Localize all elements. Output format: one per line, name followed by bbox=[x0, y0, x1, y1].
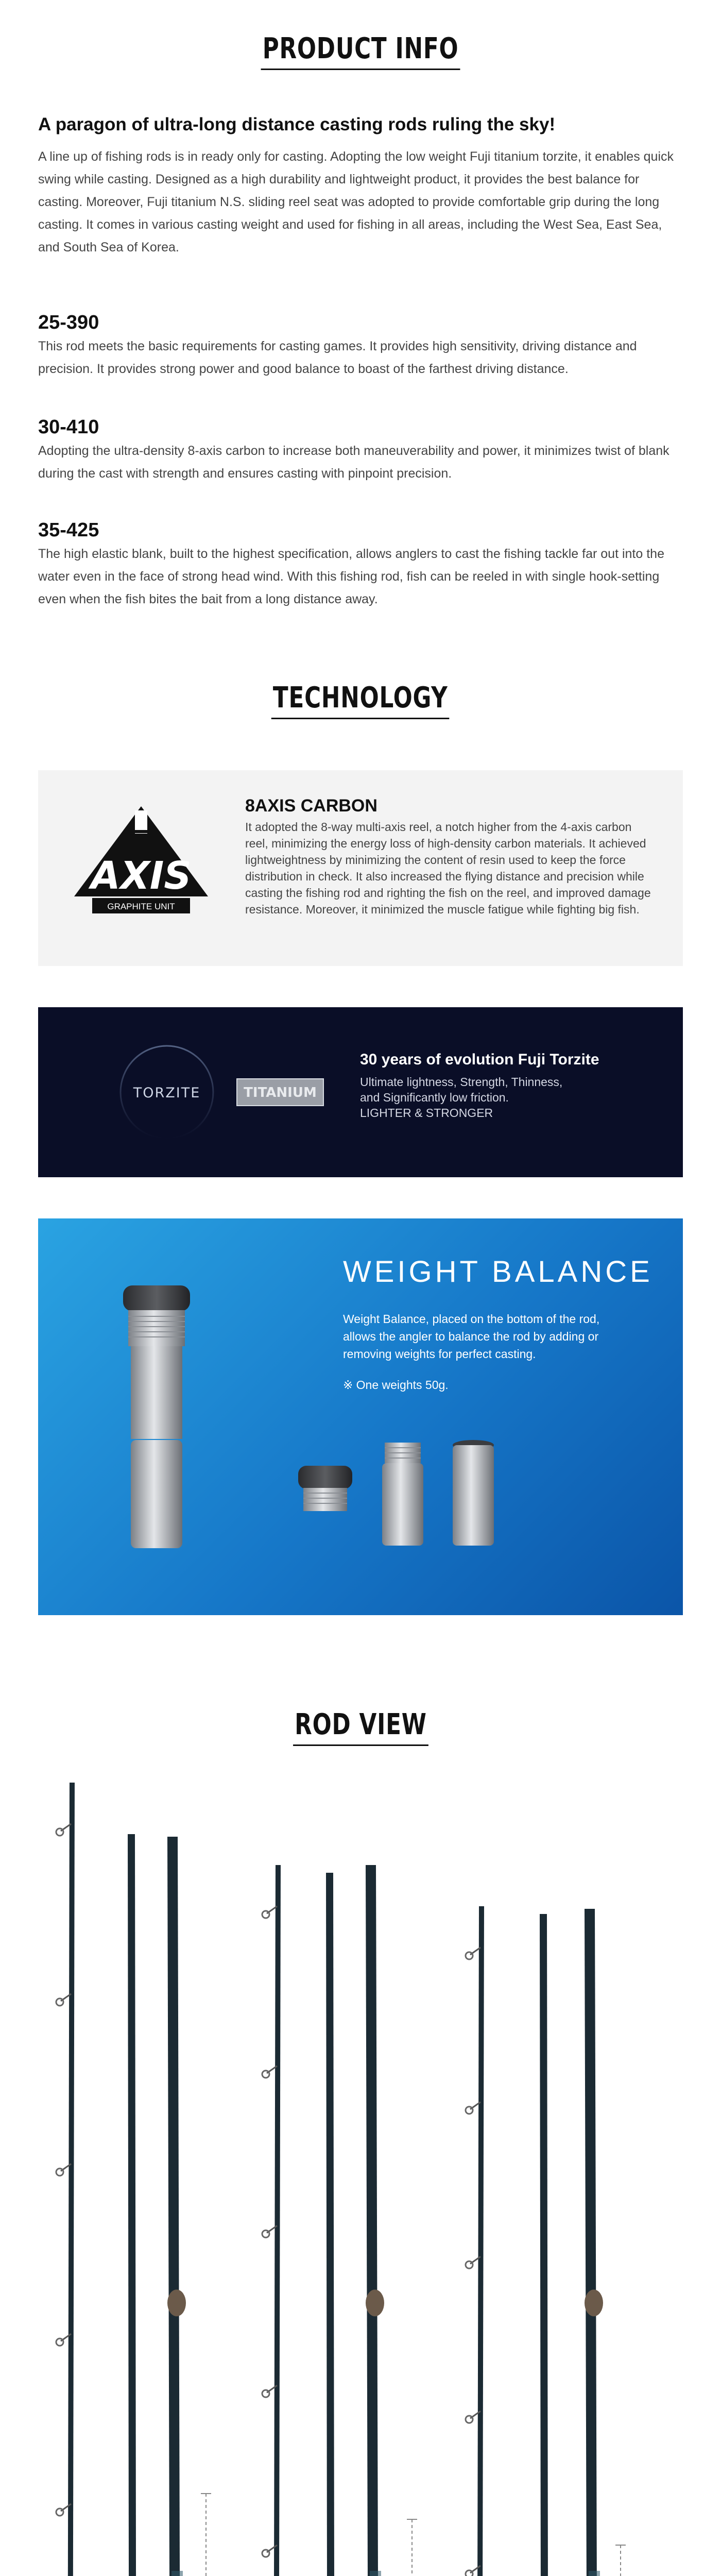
svg-text:GRAPHITE UNIT: GRAPHITE UNIT bbox=[107, 902, 175, 911]
rod-3-butt-section bbox=[590, 1909, 594, 2576]
rod-view-illustration bbox=[0, 1772, 721, 2576]
axis-description: It adopted the 8-way multi-axis reel, a notch higher from the 4-axis carbon reel, minimizing the energy loss of high-density carbon materials. It achieved lightweightness by minimizing the content of resin used to keep the force distribution in check. It also increased the flying distance and precision while casting the fishing rod and righting the fish on the reel, and improved damage resistance. Moreover, it minimized the muscle fatigue while fighting big fish. bbox=[245, 820, 651, 916]
torzite-line-3: LIGHTER & STRONGER bbox=[360, 1106, 493, 1120]
rod-2-butt-section bbox=[371, 1865, 375, 2576]
technology-title: TECHNOLOGY bbox=[0, 681, 721, 719]
rod-1-carbon-accent bbox=[171, 2571, 183, 2576]
weight-assembly-image bbox=[38, 1218, 683, 1615]
svg-text:TITANIUM: TITANIUM bbox=[244, 1085, 317, 1100]
rod-2-carbon-accent bbox=[370, 2571, 381, 2576]
torzite-ring-logo bbox=[115, 1041, 218, 1144]
rod-1-guide-ring-5 bbox=[56, 2509, 63, 2516]
torzite-line-1: Ultimate lightness, Strength, Thinness, bbox=[360, 1075, 563, 1089]
rod-view-title: ROD VIEW bbox=[0, 1708, 721, 1746]
rod-2-reel-seat bbox=[366, 2290, 384, 2316]
rod-2-guide-ring-1 bbox=[262, 1911, 269, 1918]
rod-3-guide-ring-1 bbox=[466, 1952, 473, 1959]
weight-balance-note: ※ One weights 50g. bbox=[343, 1378, 449, 1392]
rod-1-guide-ring-2 bbox=[56, 1998, 63, 2006]
rod-1-guide-ring-3 bbox=[56, 2168, 63, 2176]
rod-1-guide-ring-1 bbox=[56, 1828, 63, 1836]
model-desc-30-410: Adopting the ultra-density 8-axis carbon to increase both maneuverability and power, it minimizes twist of blank during the cast with strength and ensures casting with pinpoint precision. bbox=[38, 444, 670, 481]
rod-1-butt-section bbox=[173, 1837, 177, 2576]
weight-balance-title: WEIGHT BALANCE bbox=[343, 1255, 653, 1289]
torzite-line-2: and Significantly low friction. bbox=[360, 1091, 509, 1104]
rod-2-guide-ring-3 bbox=[262, 2230, 269, 2238]
rod-2-guide-ring-5 bbox=[262, 2550, 269, 2557]
rod-2-guide-ring-4 bbox=[262, 2390, 269, 2397]
product-info-title: PRODUCT INFO bbox=[0, 32, 721, 70]
weight-balance-description: Weight Balance, placed on the bottom of the rod, allows the angler to balance the rod by adding or removing weights for perfect casting. bbox=[343, 1312, 600, 1361]
rod-3-guide-ring-5 bbox=[466, 2570, 473, 2576]
model-desc-25-390: This rod meets the basic requirements for casting games. It provides high sensitivity, driving distance and precision. It provides strong power and good balance to boast of the farthest driving distance. bbox=[38, 339, 637, 376]
product-headline: A paragon of ultra-long distance casting rods ruling the sky! bbox=[38, 114, 556, 134]
rod-1-guide-ring-4 bbox=[56, 2338, 63, 2346]
rod-3-reel-seat bbox=[585, 2290, 603, 2316]
product-intro: A line up of fishing rods is in ready only for casting. Adopting the low weight Fuji titanium torzite, it enables quick swing while casting. Designed as a high durability and lightweight product, it provides the best balance for casting. Moreover, Fuji titanium N.S. sliding reel seat was adopted to provide comfortable grip during the long casting. It comes in various casting weight and used for fishing in all areas, including the West Sea, East Sea, and South Sea of Korea. bbox=[38, 149, 674, 255]
model-code-35-425: 35-425 bbox=[38, 519, 99, 541]
torzite-panel bbox=[38, 1007, 683, 1177]
rod-1-middle-section bbox=[131, 1834, 133, 2576]
rod-2-guide-ring-2 bbox=[262, 2071, 269, 2078]
model-code-30-410: 30-410 bbox=[38, 416, 99, 438]
rod-3-guide-ring-4 bbox=[466, 2416, 473, 2423]
rod-2-tip-section bbox=[275, 1865, 278, 2576]
model-desc-35-425: The high elastic blank, built to the highest specification, allows anglers to cast the fishing tackle far out into the water even in the face of strong head wind. With this fishing rod, fish can be reeled in with single hook-setting even when the fish bites the bait from a long distance away. bbox=[38, 547, 664, 606]
weight-balance-panel bbox=[38, 1218, 683, 1615]
torzite-description bbox=[360, 1074, 648, 1121]
titanium-badge bbox=[236, 1078, 324, 1106]
rod-2-middle-section bbox=[330, 1873, 332, 2576]
rod-3-guide-ring-2 bbox=[466, 2107, 473, 2114]
rod-3-guide-ring-3 bbox=[466, 2261, 473, 2268]
rod-1-tip-section bbox=[69, 1783, 72, 2576]
rod-3-carbon-accent bbox=[589, 2571, 600, 2576]
model-code-25-390: 25-390 bbox=[38, 312, 99, 333]
axis-title: 8AXIS CARBON bbox=[245, 796, 377, 816]
axis-logo bbox=[74, 806, 208, 925]
torzite-title: 30 years of evolution Fuji Torzite bbox=[360, 1051, 599, 1068]
axis-carbon-panel bbox=[38, 770, 683, 966]
rod-3-tip-section bbox=[478, 1906, 482, 2576]
svg-text:TORZITE: TORZITE bbox=[133, 1085, 201, 1101]
svg-text:AXIS: AXIS bbox=[91, 854, 192, 898]
rod-3-middle-section bbox=[543, 1914, 545, 2576]
rod-1-reel-seat bbox=[167, 2290, 186, 2316]
